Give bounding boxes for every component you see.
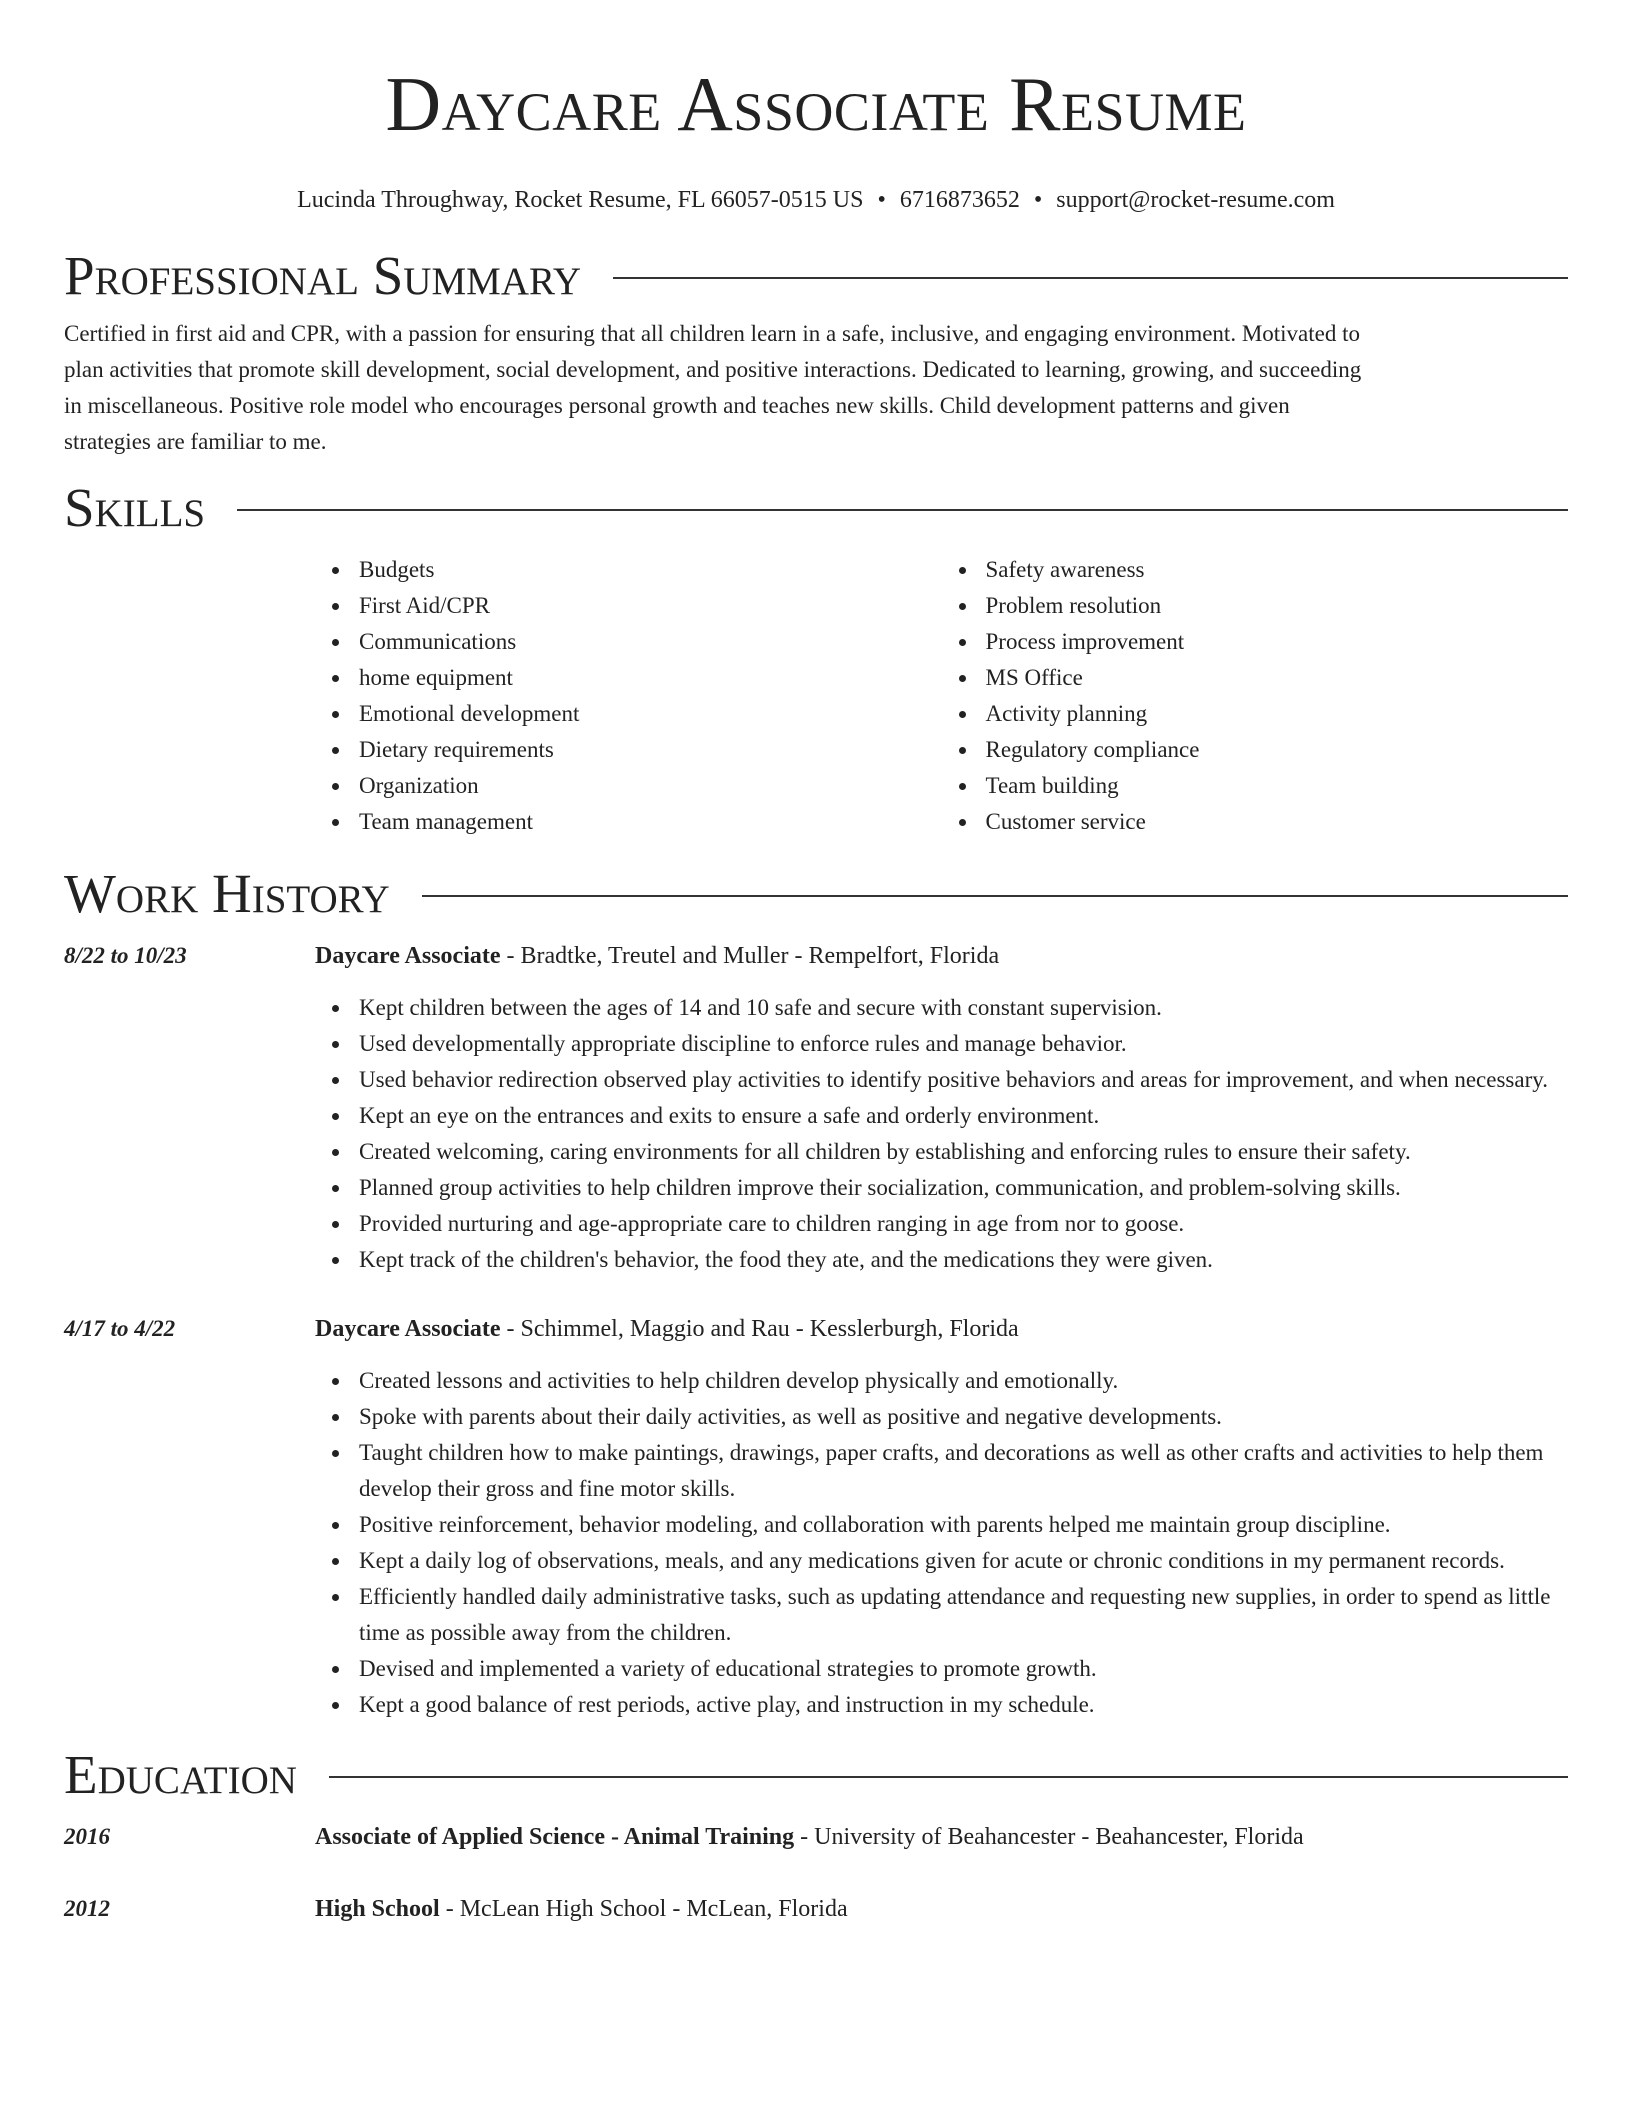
work-section-header <box>64 864 1568 924</box>
skill-item: Safety awareness <box>986 552 1569 588</box>
job-title: Daycare Associate <box>315 1316 501 1342</box>
work-heading: Work History <box>64 863 390 924</box>
education-school: - McLean High School - McLean, Florida <box>439 1896 848 1922</box>
job-heading <box>315 1311 1568 1347</box>
job-entry <box>64 1311 1568 1723</box>
skill-item: Budgets <box>359 552 942 588</box>
job-bullets <box>315 990 1568 1278</box>
section-divider <box>422 895 1568 897</box>
job-heading <box>315 938 1568 974</box>
job-title: Daycare Associate <box>315 943 501 969</box>
job-bullet: Spoke with parents about their daily activities, as well as positive and negative developments. <box>359 1399 1568 1435</box>
education-degree: Associate of Applied Science - Animal Training <box>315 1824 795 1850</box>
skills-column-left <box>315 552 942 840</box>
job-bullet: Used behavior redirection observed play activities to identify positive behaviors and areas for improvement, and when necessary. <box>359 1062 1568 1098</box>
education-entry <box>64 1819 1568 1855</box>
job-dates: 8/22 to 10/23 <box>64 943 187 968</box>
job-dates: 4/17 to 4/22 <box>64 1316 176 1341</box>
education-year: 2016 <box>64 1824 110 1849</box>
skill-item: Organization <box>359 768 942 804</box>
education-degree: High School <box>315 1896 440 1922</box>
skill-item: First Aid/CPR <box>359 588 942 624</box>
skills-heading: Skills <box>64 477 206 538</box>
skills-list <box>315 552 1568 840</box>
skill-item: Customer service <box>986 804 1569 840</box>
skill-item: Activity planning <box>986 696 1569 732</box>
job-bullet: Planned group activities to help children improve their socialization, communication, and problem-solving skills. <box>359 1170 1568 1206</box>
summary-heading: Professional Summary <box>64 245 582 306</box>
job-bullet: Kept track of the children's behavior, the food they ate, and the medications they were given. <box>359 1242 1568 1278</box>
skill-item: Regulatory compliance <box>986 732 1569 768</box>
job-bullet: Efficiently handled daily administrative tasks, such as updating attendance and requesting new supplies, in order to spend as little time as possible away from the children. <box>359 1579 1568 1651</box>
job-body <box>315 938 1568 1278</box>
section-divider <box>613 277 1568 279</box>
job-bullet: Kept a good balance of rest periods, active play, and instruction in my schedule. <box>359 1687 1568 1723</box>
education-year: 2012 <box>64 1896 110 1921</box>
section-divider <box>237 509 1568 511</box>
skill-item: home equipment <box>359 660 942 696</box>
page-title: Daycare Associate Resume <box>385 61 1247 147</box>
education-heading-line <box>315 1819 1568 1855</box>
job-bullet: Kept a daily log of observations, meals, and any medications given for acute or chronic conditions in my permanent records. <box>359 1543 1568 1579</box>
job-bullet: Kept an eye on the entrances and exits to ensure a safe and orderly environment. <box>359 1098 1568 1134</box>
section-divider <box>329 1776 1568 1778</box>
job-employer: - Bradtke, Treutel and Muller - Rempelfort, Florida <box>500 943 1000 969</box>
education-school: - University of Beahancester - Beahancester, Florida <box>794 1824 1304 1850</box>
job-bullet: Kept children between the ages of 14 and 10 safe and secure with constant supervision. <box>359 990 1568 1026</box>
job-body <box>315 1311 1568 1723</box>
skill-item: Emotional development <box>359 696 942 732</box>
skill-item: Communications <box>359 624 942 660</box>
education-heading-line <box>315 1891 1568 1927</box>
job-bullet: Created welcoming, caring environments for all children by establishing and enforcing rules to ensure their safety. <box>359 1134 1568 1170</box>
skills-column-right <box>942 552 1569 840</box>
contact-separator: • <box>877 187 886 213</box>
contact-line <box>64 185 1568 215</box>
education-section-header <box>64 1745 1568 1805</box>
summary-text: Certified in first aid and CPR, with a passion for ensuring that all children learn in a safe, inclusive, and engaging environment. Motivated to plan activities that promote skill development, social development, and positive interactions. Dedicated to learning, growing, and succeeding in miscellaneous. Positive role model who encourages personal growth and teaches new skills. Child development patterns and given strategies are familiar to me. <box>64 321 1362 454</box>
contact-phone: 6716873652 <box>899 187 1020 213</box>
education-entry <box>64 1891 1568 1927</box>
contact-email: support@rocket-resume.com <box>1056 187 1335 213</box>
summary-section-header <box>64 246 1568 306</box>
skills-section-header <box>64 478 1568 538</box>
job-bullet: Provided nurturing and age-appropriate care to children ranging in age from nor to goose. <box>359 1206 1568 1242</box>
job-bullets <box>315 1363 1568 1723</box>
job-bullet: Used developmentally appropriate discipline to enforce rules and manage behavior. <box>359 1026 1568 1062</box>
job-bullet: Positive reinforcement, behavior modeling, and collaboration with parents helped me maintain group discipline. <box>359 1507 1568 1543</box>
job-bullet: Taught children how to make paintings, drawings, paper crafts, and decorations as well as other crafts and activities to help them develop their gross and fine motor skills. <box>359 1435 1568 1507</box>
skill-item: Team building <box>986 768 1569 804</box>
skill-item: Team management <box>359 804 942 840</box>
contact-address: Lucinda Throughway, Rocket Resume, FL 66057-0515 US <box>297 187 864 213</box>
skill-item: Dietary requirements <box>359 732 942 768</box>
job-employer: - Schimmel, Maggio and Rau - Kesslerburgh, Florida <box>500 1316 1019 1342</box>
education-heading: Education <box>64 1744 297 1805</box>
skill-item: MS Office <box>986 660 1569 696</box>
job-bullet: Devised and implemented a variety of educational strategies to promote growth. <box>359 1651 1568 1687</box>
skill-item: Problem resolution <box>986 588 1569 624</box>
skill-item: Process improvement <box>986 624 1569 660</box>
contact-separator: • <box>1033 187 1043 213</box>
job-entry <box>64 938 1568 1278</box>
job-bullet: Created lessons and activities to help children develop physically and emotionally. <box>359 1363 1568 1399</box>
